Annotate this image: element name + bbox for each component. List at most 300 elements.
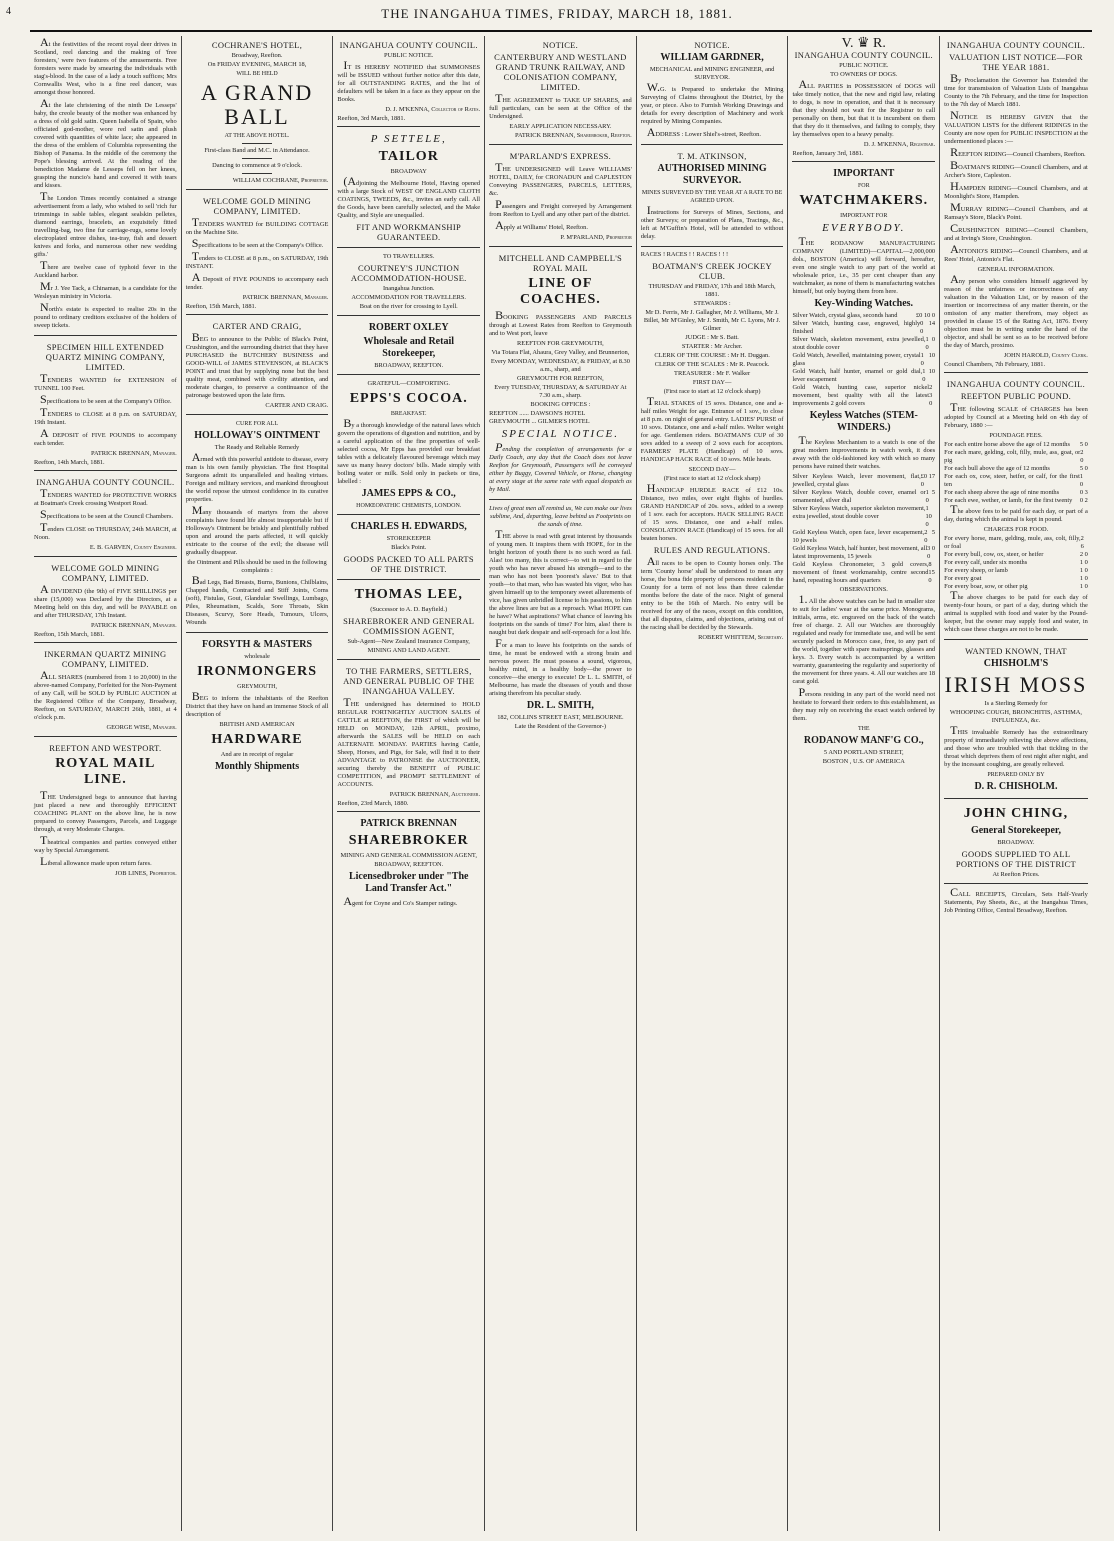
price-row [944, 441, 1088, 449]
ad-body: For a man to leave his footprints on the sands of time, he must be endowed with a strong brain and nervous power. He must possess a sound, vigorous, healthy mind, in a healthy body—the power to conceive—the energy to execute! Dr L. L. SMITH, of Melbourne, has made the diseases of youth and those arising therefrom his peculiar study. [489, 636, 632, 697]
ad-title: WATCHMAKERS. [799, 193, 929, 208]
irish-moss-ad [944, 642, 1088, 799]
price-item: For each entire horse above the age of 12 months [944, 441, 1070, 448]
mparland-express-ad [489, 147, 632, 247]
ad-text: Dancing to commence at 9 o'clock. [212, 162, 302, 169]
ad-title: P SETTELE, [370, 133, 447, 145]
column-2 [182, 36, 334, 1531]
ad-text: Boat on the river for crossing to Lyell. [359, 303, 458, 310]
price-item: Silver Keyless Watch, superior skeleton movement, extra jewelled, stout double cover [792, 505, 926, 520]
council-tender-ad [34, 473, 177, 557]
ad-text: IMPORTANT FOR [840, 213, 888, 219]
ad-title: CARTER AND CRAIG, [212, 321, 302, 331]
ad-address: 182, COLLINS STREET EAST, MELBOURNE. [497, 714, 624, 721]
ad-address: BOSTON , U.S. OF AMERICA [822, 758, 905, 765]
divider [242, 143, 272, 144]
ad-head: TO TRAVELLERS. [382, 253, 435, 260]
price-item: For each sheep above the age of nine months [944, 489, 1060, 496]
ad-route: REEFTON AND WESTPORT. [49, 743, 162, 753]
ad-subtitle: SPECIAL NOTICE. [501, 428, 619, 440]
ad-trade: TAILOR [378, 149, 439, 164]
ad-body: All races to be open to County horses only. The term 'County horse' shall be understood to mean any horse, the bona fide property of persons resident in the County for a term of not less than three calendar months before the date of the race. Night of general entry to be the 16th of March. No entry will be received for any of the races, except on this condition, that all disputes, claims, and objections, arising out of the racing shall be decided by the Stewards. [640, 554, 784, 631]
ad-body: THIS invaluable Remedy has the extraordinary property of immediately relieving the above affections, and those who are troubled with that tickling in the throat which deprives them of rest night after night, and by the incessant coughing, are greatly relieved. [944, 723, 1088, 768]
ad-text: And are in receipt of regular [220, 751, 294, 758]
ad-body: ALL PARTIES in POSSESSION of DOGS will take timely notice, that the new and rigid law, relating to dogs, is now in operation, and that it is necessary that they should not wait for the Registrar to call personally on them, but that it is incumbent on them that they do it themselves, and failing to comply, they lay themselves open to a heavy penalty. [792, 77, 936, 138]
ad-body: Many thousands of martyrs from the above complaints have found life almost insupportable but if Holloway's Ointment be briskly and plentifully rubbed upon and around the parts affected, it will quickly extricate to the course of the evil; the disease will gradually disappear. [185, 503, 329, 556]
ad-body: Tenders CLOSE on THURSDAY, 24th MARCH, at Noon. [34, 520, 177, 541]
price-row [792, 545, 935, 561]
railway-notice-ad [489, 36, 632, 145]
price-item: For each ewe, wether, or lamb, for the first twenty [944, 497, 1073, 504]
price-item: For every bull, cow, ox, steer, or heifer [944, 551, 1044, 558]
ad-date: Reefton, 3rd March, 1881. [337, 115, 406, 122]
ad-body: By a thorough knowledge of the natural laws which govern the operations of digestion and nutrition, and by a careful application of the fine properties of well-selected cocoa, Mr Epps has provided our breakfast tables with a delicately flavoured beverage which may save us many heavy doctors' bills. Made simply with boiling water or milk. Sold only in packets or tins, labelled : [337, 416, 481, 485]
ad-trade: MECHANICAL and MINING ENGINEER, and SURVEYOR. [649, 66, 775, 81]
ad-title: SPECIMEN HILL EXTENDED QUARTZ MINING COMPANY, LIMITED. [45, 342, 165, 372]
ad-body: TENDERS to CLOSE at 8 p.m. on SATURDAY, 19th Instant. [34, 405, 177, 426]
ad-text: Via Totara Flat, Ahaura, Grey Valley, and Brunnerton, [491, 349, 630, 356]
ad-place: BROADWAY. [997, 839, 1035, 846]
ad-body: Any person who considers himself aggrieved by reason of the unfairness or incorrectness of any valuation in the Valuation List, or by reason of the insertion or incorrectness of any matter therein, or the omission of any matter therefrom, may object as provided in clause 15 of the Rating Act, 1876. Every objection must be in writing under the hand of the objector, and shall be sent so as to be received before the day of March, proximo. [944, 272, 1088, 349]
ad-body: THE undersigned has determined to HOLD REGULAR FORTNIGHTLY AUCTION SALES of CATTLE at REEFTON, the FIRST of which will be HELD on MONDAY, 12th APRIL, proximo, afterwards the SALES will be HELD on each ALTERNATE MONDAY. PARTIES having Cattle, Sheep, Horses, and Pigs, for Sale, will find it to their ADVANTAGE to PATRONISE the AUCTIONEER, securing thereby the BENEFIT of PUBLIC COMPETITION, and PROMPT SETTLEMENT of ACCOUNTS. [337, 695, 481, 788]
price-row [944, 559, 1088, 567]
ad-body: Persons residing in any part of the world need not hesitate to forward their orders to this establishment, as they may rely on receiving the exact watch ordered by them. [792, 685, 936, 722]
page-mark: 4 [6, 6, 12, 17]
ad-subtitle: SECOND DAY— [688, 466, 736, 473]
ad-text: WILL BE HELD [236, 71, 278, 77]
royal-crest [792, 36, 935, 51]
ad-body: THE UNDERSIGNED will Leave WILLIAMS' HOTEL, DAILY, for CRONADUN and CAPLESTON Conveying PASSENGERS, PARCELS, LETTERS, &c. [489, 160, 632, 197]
ad-name: LINE OF COACHES. [520, 276, 601, 307]
ad-signature: JOB LINES, Proprietor. [115, 870, 177, 877]
price-list-title: Keyless Watches (STEM-WINDERS.) [809, 410, 918, 433]
ad-text: REEFTON ...... DAWSON'S HOTEL [489, 410, 586, 417]
ad-title: EPPS'S COCOA. [349, 391, 468, 406]
ad-head: TO OWNERS OF DOGS. [830, 71, 898, 78]
dr-smith-ad [489, 502, 632, 735]
ad-body: Passengers and Freight conveyed by Arrangement from Reefton to Lyell and any other part of the district. [489, 197, 632, 218]
price-row [944, 465, 1088, 473]
holloway-ad [186, 417, 329, 633]
races-ad [641, 249, 784, 646]
ad-body: Pending the completion of arrangements for a Daily Coach, any day that the Coach does not leave Reefton for Greymouth, Passengers will be conveyed either by Buggy, Covered Vehicle, or Horse, changing at every stage at the same rate with equal despatch as by Mail. [489, 440, 632, 493]
price-row [944, 535, 1088, 551]
ad-body: IT IS HEREBY NOTIFIED that SUMMONSES will be ISSUED without further notice after this date, for all OUTSTANDING RATES, and the list of defaulters will be taken in a face as they appear on the Books. [337, 58, 481, 103]
price-item: For every horse, mare, gelding, mule, ass, colt, filly, or foal [944, 535, 1081, 550]
ad-place: BROADWAY [390, 168, 427, 175]
price-value: 0 14 0 [920, 320, 936, 335]
ad-text: Licensedbroker under "The Land Transfer Act." [348, 871, 469, 894]
ad-subtitle: OBSERVATIONS. [839, 586, 888, 593]
ad-signature: RODANOW MANF'G CO., [803, 735, 924, 746]
ad-text: JUDGE : Mr S. Batt. [685, 334, 739, 341]
price-value: £0 10 0 [915, 312, 936, 319]
list-item: MURRAY RIDING—Council Chambers, and at Ramsay's Store, Black's Point. [944, 200, 1088, 221]
ad-title: PATRICK BRENNAN [360, 818, 457, 829]
price-value: 3 0 0 [927, 545, 936, 560]
list-item: REEFTON RIDING—Council Chambers, Reefton. [950, 145, 1086, 159]
ad-subtitle: CANTERBURY AND WESTLAND GRAND TRUNK RAILWAY, AND COLONISATION COMPANY, LIMITED. [494, 52, 627, 92]
price-value: 1 10 0 [922, 368, 936, 383]
ad-body: The Keyless Mechanism to a watch is one of the great modern improvements in watch work, it does away with the old-fashioned key with which so many persons have ruined their watches. [792, 433, 936, 470]
price-item: For every calf, under six months [944, 559, 1028, 566]
price-value: 1 10 0 [920, 352, 936, 367]
list-item: HAMPDEN RIDING—Council Chambers, and at Moonlight's Store, Hampden. [944, 179, 1088, 200]
ad-signature: PATRICK BRENNAN, Manager. [91, 622, 177, 629]
robert-oxley-ad [337, 318, 480, 375]
price-value: 1 0 [1079, 473, 1084, 488]
news-item: At the festivities of the recent royal deer drives in Scotland, reel dancing and the making of 'free foresters,' were two features of the amusements. Free foresters were made by smearing the individuals with stag's-blood. In the case of a lady a touch suffices; Mrs Cornwallis West, who is a fine reel dancer, was amongst those honored. [34, 36, 177, 96]
ad-text: PREPARED ONLY BY [987, 772, 1045, 778]
ad-text: MINING AND LAND AGENT. [367, 647, 450, 654]
ad-body: Specifications to be seen at the Company's Office. [191, 236, 324, 250]
ad-body: BEG to announce to the Public of Black's Point, Crushington, and the surrounding district that they have PURCHASED the BUTCHERY BUSINESS and GOOD-WILL of JAMES STEVENSON, at BLACK'S POINT and trust that by supplying none but the best quality meat, combined with civility attention, and moderate charges, to preserve a continuance of the patronage bestowed upon the late firm. [185, 330, 329, 399]
ad-body: NOTICE IS HEREBY GIVEN that the VALUATION LISTS for the different RIDINGS in the County are now open for PUBLIC INSPECTION at the undermentioned places :— [944, 108, 1088, 145]
edwards-storekeeper-ad [337, 517, 480, 580]
ad-text: STARTER : Mr Archer. [681, 343, 743, 350]
ad-product: IRISH MOSS [944, 672, 1088, 697]
price-value: 0 2 [1079, 497, 1088, 504]
ad-title: THOMAS LEE, [354, 587, 463, 602]
courtney-junction-ad [337, 250, 480, 316]
price-value: 1 0 [1079, 583, 1088, 590]
price-row [792, 312, 935, 320]
news-item: At the late christening of the ninth De Lesseps' baby, the creole beauty of the mother was enhanced by a dress of old gold satin. Queen Isabella of Spain, who officiated god-mother, wore red satin and plush covered with quantities of white lace; she appeared in the dress of the emblem of Columbia representing the Bishop of Panama. In the middle of the ceremony the Pope's blessing arrived. At the reading of the benediction Madame de Lesseps fell on her knees, grasping the nuncio's hand and covered it with tears and kisses. [34, 96, 177, 189]
epps-cocoa-ad [337, 377, 480, 515]
price-row [792, 336, 935, 352]
ad-head: WANTED KNOWN, THAT [965, 646, 1067, 656]
ad-text: GOODS PACKED TO ALL PARTS OF THE DISTRICT. [343, 554, 474, 574]
ad-date: On FRIDAY EVENING, MARCH 18, [207, 61, 307, 68]
john-ching-ad [944, 801, 1088, 884]
price-value: 2 0 [1080, 449, 1084, 464]
column-4 [485, 36, 637, 1531]
ad-head: NOTICE. [694, 40, 730, 50]
ad-body: HANDICAP HURDLE RACE of £12 10s. Distance, two miles, over eight flights of hurdles. GRAND HANDICAP of 20s. sovs., added to a sweep of 1 sov. each for acceptors. HACK SELLING RACE of 15 sovs. Distance, one and a-half miles. CONSOLATION RACE (Handicap) of 15 sovs. for all beaten horses. [640, 481, 784, 542]
price-list-title: CHARGES FOR FOOD. [983, 526, 1049, 533]
list-item: ANTONIO'S RIDING—Council Chambers, and at Rees' Hotel, Antonio's Flat. [944, 242, 1088, 263]
ad-signature: GEORGE WISE, Manager. [106, 724, 177, 731]
ad-body: THE RODANOW MANUFACTURING COMPANY (LIMITED)—CAPITAL—2,000,000 dols., BOSTON (America) will forward, hereafter, even one single watch to any part of the world at wholesale price, i.e., 35 per cent cheaper than any watchmaker, as none of them is manufacturing watches himself, but only buying them from here. [792, 234, 936, 295]
ad-title: BOATMAN'S CREEK JOCKEY CLUB. [652, 261, 772, 281]
ad-date: Council Chambers, 7th February, 1881. [944, 361, 1046, 368]
ad-text: CLERK OF THE COURSE : Mr H. Duggan. [654, 352, 770, 359]
ad-title: ROBERT OXLEY [368, 322, 449, 333]
ad-date: Reefton, 23rd March, 1880. [337, 800, 409, 807]
ad-date: Reefton, January 3rd, 1881. [792, 150, 864, 157]
price-row [792, 473, 935, 489]
price-list [944, 535, 1088, 591]
ad-signature: D. J. M'KENNA, Registrar. [863, 141, 936, 148]
price-item: Silver Watch, crystal glass, seconds hand [792, 312, 898, 319]
ad-trade: IRONMONGERS [197, 664, 317, 679]
ad-signature-sub: HOMŒOPATHIC CHEMISTS, LONDON. [356, 503, 462, 509]
ad-trade: General Storekeeper, [970, 825, 1061, 836]
ad-date: Reefton, 15th March, 1881. [185, 303, 257, 310]
ad-title: JOHN CHING, [963, 806, 1069, 821]
ad-subtitle: Broadway, Reefton. [231, 52, 283, 59]
price-value: 1 0 0 [925, 336, 936, 351]
ad-signature: DR. L. SMITH, [526, 700, 594, 711]
ad-title: COURTNEY'S JUNCTION ACCOMMODATION-HOUSE. [350, 263, 467, 283]
ad-text: AT THE ABOVE HOTEL. [224, 133, 290, 139]
ad-title: WELCOME GOLD MINING COMPANY, LIMITED. [202, 196, 312, 216]
price-list [792, 312, 935, 408]
ad-text: At Reefton Prices. [992, 871, 1040, 878]
ad-text: Every MONDAY, WEDNESDAY, & FRIDAY, at 8.30 a.m., sharp, and [490, 358, 630, 373]
ad-body: TRIAL STAKES of 15 sovs. Distance, one and a-half miles Weight for age. Entrance of 1 sov., to close at 8 p.m. on night of general entry. LADIES' PURSE of 10 sovs. Distance, one and a-half miles. Welter weight for age. Gentlemen riders. BOATMAN'S CUP of 30 sovs added to a sweep of 2 sovs each for acceptors. FARMERS' PLATE (Handicap) of 10 sovs. HANDICAP HACK RACE of 10 sovs. Mile heats. [640, 394, 784, 463]
ad-body: TENDERS WANTED for PROTECTIVE WORKS at Boatman's Creek crossing Westport Road. [34, 486, 177, 507]
ad-place: Black's Point. [391, 544, 427, 551]
price-value: 1 0 [1079, 575, 1088, 582]
price-item: Gold Watch, hunting case, superior nickel movement, best quality with all the latest improvements 2 gold covers [792, 384, 930, 407]
ad-body: BOOKING PASSENGERS AND PARCELS through at Lowest Rates from Reefton to Greymouth and to West port, leave [489, 308, 632, 337]
column-3 [333, 36, 485, 1531]
ad-head: GRATEFUL—COMFORTING. [367, 380, 450, 387]
welcome-dividend-ad [34, 559, 177, 643]
masthead-rule [30, 30, 1092, 32]
ad-body: 1. All the above watches can be had in smaller size to suit for ladies' wear at the same price. Monograms, initials, arms, etc. engraved on the back of the watch free of charge. 2. All our Watches are thoroughly regulated and ready for immediate use, and will be sent securely packed in Morocco case, free, to any part of the world, together with spare mainsprings, glasses and keys. 3. Every watch is accompanied by a written warranty, guaranteeing the regularity and superiority of the movement for three years. 4. All our watches are 18 carat gold. [792, 592, 936, 685]
ad-body: The above fees to be paid for each day, or part of a day, during which the animal is kept in pound. [944, 502, 1088, 523]
forsyth-masters-ad [186, 635, 329, 778]
ad-signature: PATRICK BRENNAN, Auctioneer. [389, 791, 481, 798]
newspaper-title: THE INANGAHUA TIMES, FRIDAY, MARCH 18, 1881. [381, 6, 733, 21]
thomas-lee-ad [337, 582, 480, 660]
ad-head: CURE FOR ALL [236, 421, 279, 427]
news-item: Mr J. Yee Tack, a Chinaman, is a candidate for the Wesleyan ministry in Victoria. [34, 279, 177, 300]
ad-title: INANGAHUA COUNTY COUNCIL. [946, 379, 1086, 389]
price-row [792, 368, 935, 384]
ad-text: BOOKING OFFICES : [530, 401, 591, 408]
ad-signature: JOHN HAROLD, County Clerk. [1003, 352, 1088, 359]
list-item: CRUSHINGTON RIDING—Council Chambers, and at Irving's Store, Crushington. [944, 221, 1088, 242]
ad-title: M'PARLAND'S EXPRESS. [509, 151, 612, 161]
ad-subtitle: (Successor to A. D. Bayfield.) [370, 606, 448, 613]
price-item: Silver Keyless Watch, lever movement, flat, jewelled, crystal glass [792, 473, 921, 488]
cattle-auction-ad [337, 662, 480, 812]
price-item: For every sheep, or lamb [944, 567, 1008, 574]
ad-text: MINES SURVEYED BY THE YEAR AT A RATE TO BE AGREED UPON. [641, 190, 783, 204]
price-item: For each mare, gelding, colt, filly, mule, ass, goat, or pig [944, 449, 1081, 464]
ad-event: A GRAND BALL [200, 80, 314, 129]
ad-subtitle: VALUATION LIST NOTICE—FOR THE YEAR 1881. [949, 52, 1083, 72]
price-item: Gold Keyless Watch, half hunter, best movement, all latest improvements, 15 jewels [792, 545, 928, 560]
ad-subtitle: RULES AND REGULATIONS. [653, 545, 771, 555]
price-value: 1 10 0 [925, 505, 932, 528]
ad-trade: Wholesale and Retail Storekeeper, [363, 336, 454, 359]
ad-trade: STOREKEEPER [386, 535, 431, 542]
ad-title: WILLIAM GARDNER, [660, 52, 764, 63]
valuation-ad [944, 36, 1088, 373]
ad-text: EARLY APPLICATION NECESSARY. [509, 123, 612, 130]
price-list-title: POUNDAGE FEES. [989, 432, 1043, 439]
price-value: 2 0 [1079, 551, 1088, 558]
price-list-title: Key-Winding Watches. [814, 298, 914, 309]
ad-body: A DEPOSIT of FIVE POUNDS to accompany each tender. [34, 426, 177, 447]
ad-route: REEFTON FOR GREYMOUTH, [517, 340, 604, 347]
price-item: Gold Keyless Watch, open face, lever escapement, 10 jewels [792, 529, 925, 544]
ad-subtitle: REEFTON PUBLIC POUND. [960, 391, 1072, 401]
ad-place: BROADWAY, REEFTON. [374, 362, 444, 369]
ad-body: Specifications to be seen at the Company's Office. [40, 392, 172, 406]
price-list [792, 473, 935, 585]
brennan-sharebroker-ad [337, 814, 480, 913]
ad-text: First-class Band and M.C. in Attendance. [204, 147, 310, 154]
ad-date: THURSDAY and FRIDAY, 17th and 18th March, 1881. [648, 283, 776, 298]
ad-list: Bad Legs, Bad Breasts, Burns, Bunions, Chilblains, Chapped hands, Contracted and Stiff Joints, Corns (soft), Fistulas, Gout, Glandular Swellings, Lumbago, Piles, Rheumatism, Scalds, Sore Throats, Skin Diseases, Scurvy, Sore Heads, Tumours, Ulcers, Wounds [185, 573, 329, 626]
ad-signature: E. B. GARVEN, County Engineer. [89, 544, 177, 551]
ad-body: Apply at Williams' Hotel, Reefton. [495, 218, 588, 232]
price-value: 2 3 0 [929, 384, 933, 407]
price-value: 5 0 [1079, 465, 1088, 472]
ad-body: ALL SHARES (numbered from 1 to 20,000) in the above-named Company, Forfeited for the Non-Payment of any Call, will be SOLD by PUBLIC AUCTION at the Registered Office of the Company, Broadway, Reefton, on SATURDAY, MARCH 26th, 1881, at 4 o'clock p.m. [34, 668, 177, 721]
ad-subtitle: The Ready and Reliable Remedy [214, 444, 300, 451]
ad-body: THE Undersigned begs to announce that having just placed a new and thoroughly EFFICIENT COACHING PLANT on the above line, he is now prepared to convey Passengers, Parcels, and Luggage through, at very Moderate Charges. [34, 788, 177, 833]
column-7 [940, 36, 1092, 1531]
ad-text: Late the Resident of the Governor-) [514, 723, 607, 730]
gardner-ad [641, 36, 784, 145]
price-item: For every boar, sow, or other pig [944, 583, 1028, 590]
ad-signature: WILLIAM COCHRANE, Proprietor. [232, 177, 329, 184]
ad-text: FIT AND WORKMANSHIP GUARANTEED. [356, 222, 461, 242]
price-value: 5 0 [1079, 441, 1088, 448]
ad-subtitle: EVERYBODY. [822, 222, 906, 234]
ad-body: BEG to inform the inhabitants of the Reefton District that they have on hand an immense Stock of all description of [185, 689, 329, 718]
ad-body: W.G. is Prepared to undertake the Mining Surveying of Claims throughout the District, by the year, or piece. Also to Furnish Working Drawings and details for every description of Machinery and work required by Mining Companies. [640, 80, 784, 125]
welcome-tender-ad [186, 192, 329, 315]
divider [242, 158, 272, 159]
ad-text: Every TUESDAY, THURSDAY, & SATURDAY At 7.30 a.m., sharp. [494, 384, 627, 399]
ad-title: CHARLES H. EDWARDS, [350, 521, 467, 532]
ad-goods: HARDWARE [211, 732, 303, 747]
ad-body: A Deposit of FIVE POUNDS to accompany each tender. [185, 270, 329, 291]
ad-list: Mr D. Ferris, Mr J. Gallagher, Mr J. Williams, Mr J. Billet, Mr M'Ginley, Mr J. Smith, Mr C. Lyons, Mr J. Gilmer [643, 309, 781, 332]
ad-text: STEWARDS : [693, 300, 731, 307]
ad-title: ROYAL MAIL LINE. [55, 756, 156, 787]
ad-place: GREYMOUTH, [237, 684, 277, 690]
crest-letter: V. [841, 36, 854, 51]
specimen-hill-ad [34, 338, 177, 471]
news-item: The London Times recently contained a strange advertisement from a lady, who wished to sell 'rich fur trimmings in sable tables, elegant sealskin pelletes, diamond earrings, bracelets, an exquisitely fitted travelling-bag, two fine fur carriage-rugs, some lovely electroplated entree dishes, tea-tray, fish and dessert knives and forks, and numerous other new wedding gifts.' [34, 189, 177, 258]
ad-signature: JAMES EPPS & CO., [361, 488, 456, 499]
price-item: Gold Watch, Jewelled, maintaining power, crystal glass [792, 352, 921, 367]
ad-title: HOLLOWAY'S OINTMENT [194, 430, 320, 441]
dog-notice-ad [792, 36, 935, 162]
price-row [792, 561, 935, 585]
price-row [792, 505, 935, 529]
ad-address: 5 AND PORTLAND STREET, [823, 749, 904, 756]
settele-tailor-ad [337, 129, 480, 248]
column-1 [30, 36, 182, 1531]
price-row [944, 551, 1088, 559]
ad-text: THE [857, 726, 870, 732]
coaches-ad [489, 249, 632, 500]
price-row [792, 320, 935, 336]
ad-text: TREASURER : Mr F. Walker [674, 370, 751, 377]
ad-text: Sub-Agent—New Zealand Insurance Company, [347, 638, 470, 645]
ad-quote: Lives of great men all remind us, We can make our lives sublime, And, departing, leave behind us Footprints on the sands of time. [489, 505, 632, 528]
ad-subtitle: Inangahua Junction. [382, 285, 435, 292]
price-row [792, 352, 935, 368]
ad-subtitle: BREAKFAST. [390, 411, 427, 417]
price-value: 0 3 [1079, 489, 1088, 496]
divider [242, 173, 272, 174]
ad-text: GREYMOUTH ... GILMER'S HOTEL [489, 418, 590, 425]
ad-body: Instructions for Surveys of Mines, Sections, and other Surveys; or preparation of Plans, Tracings, &c., left at M'Guffin's Hotel, will be attended to without delay. [640, 203, 784, 240]
ad-signature: P. M'PARLAND, Proprietor [560, 234, 632, 241]
price-row [792, 529, 935, 545]
ad-subtitle: PUBLIC NOTICE. [384, 52, 434, 59]
column-6 [788, 36, 940, 1531]
ad-text: Is a Sterling Remedy for [984, 700, 1048, 707]
ad-place: BROADWAY, REEFTON. [374, 861, 444, 868]
ad-title: INANGAHUA COUNTY COUNCIL. [946, 40, 1086, 50]
ad-body: Liberal allowance made upon return fares. [40, 854, 152, 868]
ad-body: By Proclamation the Governor has Extended the time for transmission of Valuation Lists of Inangahua County to the 7th February, and the time for Inspection to the 7th day of March 1881. [944, 71, 1088, 108]
ad-signature: PATRICK BRENNAN, Manager. [242, 294, 329, 301]
news-item: North's estate is expected to realise 20s in the pound to ordinary creditors exclusive of the holders of sweep tickets. [34, 300, 177, 329]
ad-text: Monthly Shipments [214, 761, 300, 772]
atkinson-ad [641, 147, 784, 247]
price-item: Silver Watch, skeleton movement, extra jewelled, stout double cover [792, 336, 926, 351]
ad-signature: D. J. M'KENNA, Collector of Rates. [385, 106, 481, 113]
ad-body: Specifications to be seen at the Council Chambers. [40, 507, 174, 521]
list-item: BOATMAN'S RIDING—Council Chambers, and at Archer's Store, Capleston. [944, 158, 1088, 179]
ad-date: Reefton, 15th March, 1881. [34, 631, 105, 638]
ad-title: INANGAHUA COUNTY COUNCIL. [339, 40, 478, 50]
ad-title: WELCOME GOLD MINING COMPANY, LIMITED. [51, 563, 160, 583]
ad-text: MINING AND GENERAL COMMISSION AGENT, [340, 852, 477, 859]
ad-text: CLERK OF THE SCALES : Mr R. Peacock. [654, 361, 770, 368]
price-value: £0 17 0 [920, 473, 936, 488]
council-rates-ad [337, 36, 480, 127]
price-item: For each bull above the age of 12 months [944, 465, 1050, 472]
ad-body: TENDERS WANTED for BUILDING COTTAGE on the Machine Site. [185, 215, 329, 236]
price-row [944, 449, 1088, 465]
ad-body: The above charges to be paid for each day of twenty-four hours, or part of a day, during which the animal is supplied with food and water by the Pound-keeper, but the owner may supply food and water, in which case these charges are not to be made. [944, 588, 1088, 633]
ad-date: Reefton, 14th March, 1881. [34, 459, 105, 466]
column-5 [637, 36, 789, 1531]
ad-body: Tenders to CLOSE at 8 p.m., on SATURDAY, 19th INSTANT. [185, 249, 329, 270]
price-row [944, 567, 1088, 575]
ad-text: BRITISH AND AMERICAN [219, 721, 295, 728]
crown-icon: ♛ [856, 36, 870, 51]
price-value: 2 5 0 [924, 529, 936, 544]
ad-subtitle: PUBLIC NOTICE. [839, 62, 889, 69]
price-value: 1 0 [1079, 567, 1088, 574]
price-item: Silver Keyless Watch, double cover, enamel or ornamented, silver dial [792, 489, 926, 504]
ad-body: A DIVIDEND (the 9th) of FIVE SHILLINGS per share (15,000) was Declared by the Directors, at a Meeting held on this day, and will be PAYABLE on and after THURSDAY, 17th Instant. [34, 582, 177, 619]
price-item: For every goat [944, 575, 982, 582]
inkerman-ad [34, 645, 177, 737]
ad-text: FOR [857, 183, 870, 189]
price-list [944, 441, 1088, 505]
ad-trade: AUTHORISED MINING SURVEYOR. [657, 163, 767, 186]
ad-body: THE following SCALE of CHARGES has been adopted by Council at a Meeting held on 4th day of February, 1880 :— [944, 400, 1088, 429]
ad-trade: SHAREBROKER [348, 833, 469, 848]
ad-body: Armed with this powerful antidote to disease, every man is his own family physician. The first Hospital Surgeons admit its unparalleled and healing virtues. Foreign and military services, and mankind throughout the world repose the utmost confidence in its curative properties. [185, 450, 329, 503]
news-items [34, 36, 177, 336]
ad-text: (First race to start at 12 o'clock sharp) [663, 475, 761, 482]
ad-signature: PATRICK BRENNAN, Sharebroker, Reefton. [515, 132, 632, 139]
ad-body: THE above is read with great interest by thousands of young men. It inspires them with HOPE, for in the bright horizon of youth there is no such word as fail. Alas! too many, this is correct—to wit in regard to the youth who has never abused his strength—and to the man who has not been 'poorest's slave.' But to that youth—to that man, who has wasted his vigor, who has given himself up to the temporary sweet allurements of vice, has given unbridled license to his passions, to him the above lines are but as a reproach. What HOPE can he have? What aspirations? What chance of leaving his footprints on the sands of time? For him, alas! there is naught but dark despair and self-reproach for a lost life. [489, 527, 632, 636]
ad-title: NOTICE. [542, 40, 579, 50]
price-row [944, 473, 1088, 489]
price-row [792, 489, 935, 505]
ad-body: Theatrical companies and parties conveyed either way by Special Arrangement. [34, 833, 177, 854]
ad-title: CHISHOLM'S [983, 658, 1049, 669]
printing-ad [944, 886, 1088, 920]
